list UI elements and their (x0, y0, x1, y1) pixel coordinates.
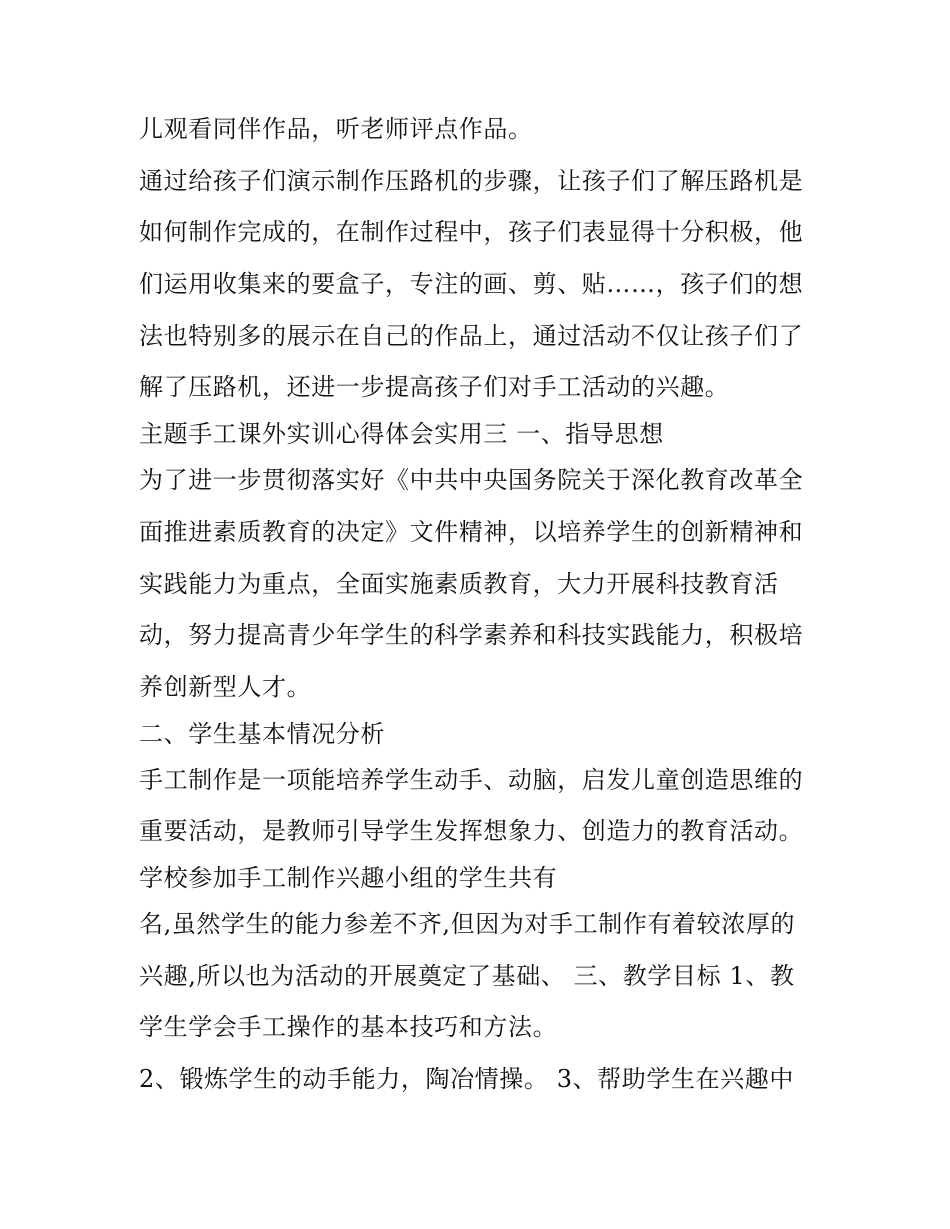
text-line: 养创新型人才。 (139, 672, 312, 701)
text-line: 实践能力为重点，全面实施素质教育，大力开展科技教育活 (139, 569, 779, 598)
text-line: 学校参加手工制作兴趣小组的学生共有 (139, 863, 558, 892)
text-line: 解了压路机，还进一步提高孩子们对手工活动的兴趣。 (139, 373, 730, 402)
text-line: 面推进素质教育的决定》文件精神，以培养学生的创新精神和 (139, 517, 804, 546)
text-line: 手工制作是一项能培养学生动手、动脑，启发儿童创造思维的 (139, 765, 804, 794)
section-heading: 主题手工课外实训心得体会实用三 一、指导思想 (139, 420, 664, 449)
text-line: 为了进一步贯彻落实好《中共中央国务院关于深化教育改革全 (139, 466, 804, 495)
text-line: 们运用收集来的要盒子，专注的画、剪、贴……，孩子们的想 (139, 270, 804, 299)
text-line: 2、锻炼学生的动手能力，陶冶情操。 3、帮助学生在兴趣中 (139, 1065, 794, 1093)
text-line: 动，努力提高青少年学生的科学素养和科技实践能力，积极培 (139, 621, 804, 650)
text-line: 学生学会手工操作的基本技巧和方法。 (139, 1013, 558, 1042)
text-line: 重要活动，是教师引导学生发挥想象力、创造力的教育活动。 (139, 817, 804, 846)
text-line: 儿观看同伴作品，听老师评点作品。 (139, 115, 533, 143)
section-heading: 二、学生基本情况分析 (139, 719, 385, 748)
text-line: 通过给孩子们演示制作压路机的步骤，让孩子们了解压路机是 (139, 166, 804, 195)
text-line: 如何制作完成的，在制作过程中，孩子们表显得十分积极，他 (139, 218, 804, 247)
text-line: 兴趣,所以也为活动的开展奠定了基础、 三、教学目标 1、教 (139, 961, 795, 990)
document-body (139, 104, 829, 1106)
text-line: 法也特别多的展示在自己的作品上，通过活动不仅让孩子们了 (139, 321, 804, 350)
text-line: 名,虽然学生的能力参差不齐,但因为对手工制作有着较浓厚的 (139, 909, 796, 938)
